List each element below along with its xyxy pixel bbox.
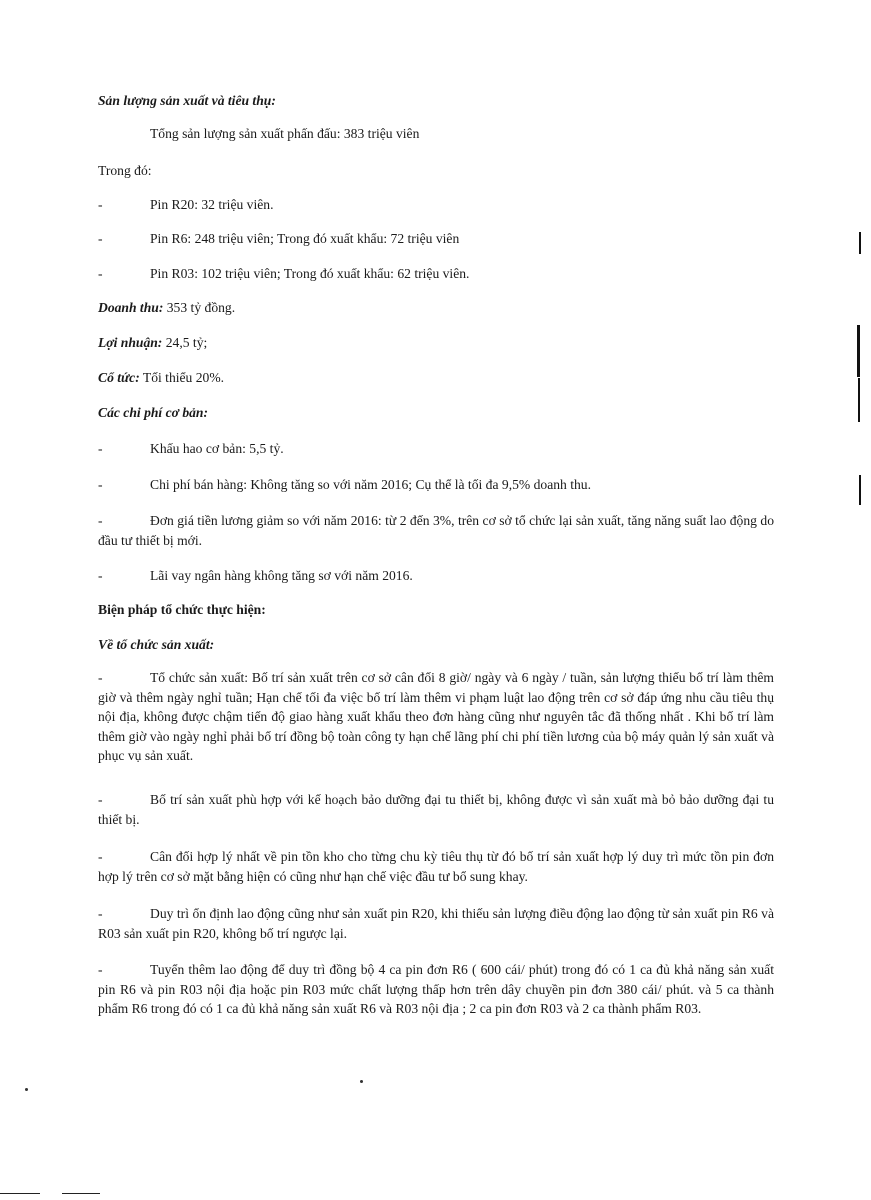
scan-mark	[857, 325, 860, 377]
org-item-inventory	[98, 847, 774, 886]
scan-dot	[360, 1080, 363, 1083]
total-output-line: Tổng sản lượng sản xuất phấn đấu: 383 triệu viên	[150, 126, 420, 141]
scan-mark	[859, 232, 861, 254]
revenue-line	[98, 299, 235, 317]
org-item-r20-labor	[98, 904, 774, 943]
heading-production-org: Về tổ chức sản xuất:	[98, 637, 215, 652]
output-item-r6: Pin R6: 248 triệu viên; Trong đó xuất khẩu: 72 triệu viên	[150, 231, 460, 246]
heading-measures: Biện pháp tổ chức thực hiện:	[98, 602, 266, 617]
output-item-r20: Pin R20: 32 triệu viên.	[150, 197, 274, 212]
org-item-recruitment-text: Tuyển thêm lao động để duy trì đồng bộ 4 ca pin đơn R6 ( 600 cái/ phút) trong đó có 1 ca đủ khả năng sản xuất pin R6 và pin R03 nội địa hoặc pin R03 mức chất lượng thấp hơn trên dây chuyền pin đơn 380 cái/ phút. và 5 ca thành phẩm R6 trong đó có 1 ca đủ khả năng sản xuất R6 và R03 nội địa ; 2 ca pin đơn R03 và 2 ca thành phẩm R03.	[98, 962, 774, 1016]
bullet-dash: -	[98, 197, 103, 212]
of-which-label: Trong đó:	[98, 163, 152, 178]
heading-costs: Các chi phí cơ bản:	[98, 405, 209, 420]
org-item-recruitment	[98, 960, 774, 1019]
cost-item-selling: Chi phí bán hàng: Không tăng so với năm 2016; Cụ thể là tối đa 9,5% doanh thu.	[150, 477, 592, 492]
output-item-r03: Pin R03: 102 triệu viên; Trong đó xuất khẩu: 62 triệu viên.	[150, 266, 470, 281]
bullet-dash: -	[98, 849, 103, 864]
org-item-production-text: Tổ chức sản xuất: Bố trí sản xuất trên cơ sở cân đối 8 giờ/ ngày và 6 ngày / tuần, sản lượng thiếu bố trí làm thêm giờ và thêm ngày nghỉ tuần; Hạn chế tối đa việc bố trí làm thêm vi phạm luật lao động trên cơ sở đáp ứng nhu cầu tiêu thụ nội địa, không được chậm tiến độ giao hàng xuất khẩu theo đơn hàng cũng như nguyên tắc đã thống nhất . Khi bố trí làm thêm giờ vào ngày nghỉ phải bố trí đồng bộ toàn công ty hạn chế lãng phí chi phí tiền lương của bộ máy quản lý sản xuất và phục vụ sản xuất.	[98, 670, 774, 763]
org-item-maintenance-text: Bố trí sản xuất phù hợp với kế hoạch bảo dưỡng đại tu thiết bị, không được vì sản xuất mà bỏ bảo dưỡng đại tu thiết bị.	[98, 792, 774, 827]
cost-item-interest: Lãi vay ngân hàng không tăng sơ với năm 2016.	[150, 568, 413, 583]
cost-item-depreciation: Khấu hao cơ bản: 5,5 tỷ.	[150, 441, 284, 456]
scan-edge-line	[0, 1193, 40, 1194]
bullet-dash: -	[98, 568, 103, 583]
bullet-dash: -	[98, 441, 103, 456]
bullet-dash: -	[98, 906, 103, 921]
heading-output: Sản lượng sản xuất và tiêu thụ:	[98, 93, 276, 108]
revenue-label: Doanh thu:	[98, 300, 164, 315]
bullet-dash: -	[98, 513, 103, 528]
bullet-dash: -	[98, 477, 103, 492]
bullet-dash: -	[98, 266, 103, 281]
cost-item-wage-text: Đơn giá tiền lương giảm so với năm 2016: từ 2 đến 3%, trên cơ sở tổ chức lại sản xuất, tăng năng suất lao động do đầu tư thiết bị mới.	[98, 513, 774, 548]
scan-edge-line	[62, 1193, 100, 1194]
bullet-dash: -	[98, 670, 103, 685]
scan-mark	[859, 475, 861, 505]
profit-value: 24,5 tỷ;	[162, 335, 208, 350]
org-item-maintenance	[98, 790, 774, 829]
org-item-r20-labor-text: Duy trì ổn định lao động cũng như sản xuất pin R20, khi thiếu sản lượng điều động lao động từ sản xuất pin R6 và R03 sản xuất pin R20, không bố trí ngược lại.	[98, 906, 774, 941]
profit-label: Lợi nhuận:	[98, 335, 163, 350]
bullet-dash: -	[98, 231, 103, 246]
org-item-production	[98, 668, 774, 766]
dividend-line	[98, 369, 224, 387]
bullet-dash: -	[98, 962, 103, 977]
scan-mark	[858, 378, 860, 422]
scan-dot	[25, 1088, 28, 1091]
dividend-label: Cổ tức:	[98, 370, 140, 385]
bullet-dash: -	[98, 792, 103, 807]
revenue-value: 353 tỷ đồng.	[163, 300, 236, 315]
dividend-value: Tối thiểu 20%.	[139, 370, 225, 385]
cost-item-wage	[98, 511, 774, 550]
org-item-inventory-text: Cân đối hợp lý nhất về pin tồn kho cho từng chu kỳ tiêu thụ từ đó bố trí sản xuất hợp lý duy trì mức tồn pin đơn hợp lý trên cơ sở mặt bằng hiện có cũng như hạn chế việc đầu tư bổ sung khay.	[98, 849, 774, 884]
profit-line	[98, 334, 207, 352]
